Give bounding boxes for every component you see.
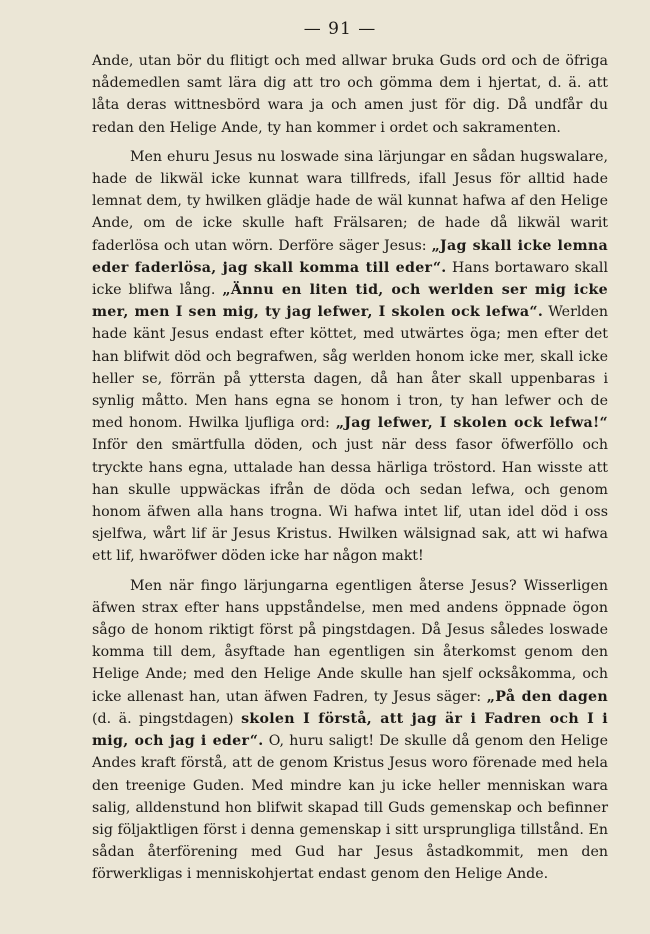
page-number: — 91 — <box>303 19 377 39</box>
text-run: O, huru saligt! De skulle då genom den Helige Andes kraft förstå, att de genom Kristus Jesus woro förenade med hela den treenige Guden. Med mindre kan ju icke heller menniskan wara salig, alldenstund hon blifwit skapad till Guds gemenskap och befinner sig följaktligen först i denna gemenskap i sitt ursprungliga tillstånd. En sådan återförening med Gud har Jesus åstadkommit, men den förwerkligas i menniskohjertat endast genom den Helige Ande. <box>92 733 608 883</box>
text-run: (d. ä. pingstdagen) <box>92 710 242 727</box>
quote-emphasis: „Jag skall icke lemna eder faderlösa, jag skall komma till eder“. <box>92 237 608 276</box>
quote-emphasis: „Jag lefwer, I skolen ock lefwa!“ <box>335 415 608 432</box>
paragraph-1 <box>92 50 608 139</box>
text-run: Men ehuru Jesus nu loswade sina lärjungar en sådan hugswalare, hade de likwäl icke kunnat wara tillfreds, ifall Jesus för alltid hade lemnat dem, ty hwilken glädje hade de wäl kunnat hafwa af den Helige Ande, om de icke skulle haft Frälsaren; de hade då likwäl warit faderlösa och utan wörn. Derföre säger Jesus: <box>92 148 608 254</box>
quote-emphasis: skolen I förstå, att jag är i Fadren och I i mig, och jag i eder“. <box>92 710 608 750</box>
paragraph-2 <box>92 146 608 568</box>
text-run: Werlden hade känt Jesus endast efter köttet, med utwärtes öga; men efter det han blifwit död och begrafwen, såg werlden honom icke mer, skall icke heller se, förrän på yttersta dagen, då han åter skall uppenbaras i synlig måtto. Men hans egna se honom i tron, ty han lefwer och de med honom. Hwilka ljufliga ord: <box>92 304 609 432</box>
quote-emphasis: „Ännu en liten tid, och werlden ser mig icke mer, men I sen mig, ty jag lefwer, I skolen ock lefwa“. <box>92 282 608 321</box>
text-run: Men när fingo lärjungarna egentligen återse Jesus? Wisserligen äfwen strax efter hans uppståndelse, men med andens öppnade ögon sågo de honom riktigt först på pingstdagen. Då Jesus således loswade komma till dem, åsyftade han egentligen sin återkomst genom den Helige Ande; med den Helige Ande skulle han sjelf ocksåkomma, och icke allenast han, utan äfwen Fadren, ty Jesus säger: <box>92 577 608 705</box>
text-run: Hans bortawaro skall icke blifwa lång. <box>92 259 608 299</box>
quote-emphasis: „På den dagen <box>486 688 608 705</box>
text-run: Ande, utan bör du flitigt och med allwar bruka Guds ord och de öfriga nådemedlen samt lära dig att tro och gömma dem i hjertat, d. ä. att låta deras wittnesbörd wara ja och amen just för dig. Då undfår du redan den Helige Ande, ty han kommer i ordet och sakramenten. <box>92 53 608 136</box>
text-run: Inför den smärtfulla döden, och just när dess fasor öfwerföllo och tryckte hans egna, uttalade han dessa härliga tröstord. Han wisste att han skulle uppwäckas ifrån de döda och sedan lefwa, och genom honom äfwen alla hans trogna. Wi hafwa intet lif, utan idel död i oss sjelfwa, wårt lif är Jesus Kristus. Hwilken wälsignad sak, att wi hafwa ett lif, hwaröfwer döden icke har någon makt! <box>92 437 608 565</box>
paragraph-3 <box>92 575 608 886</box>
